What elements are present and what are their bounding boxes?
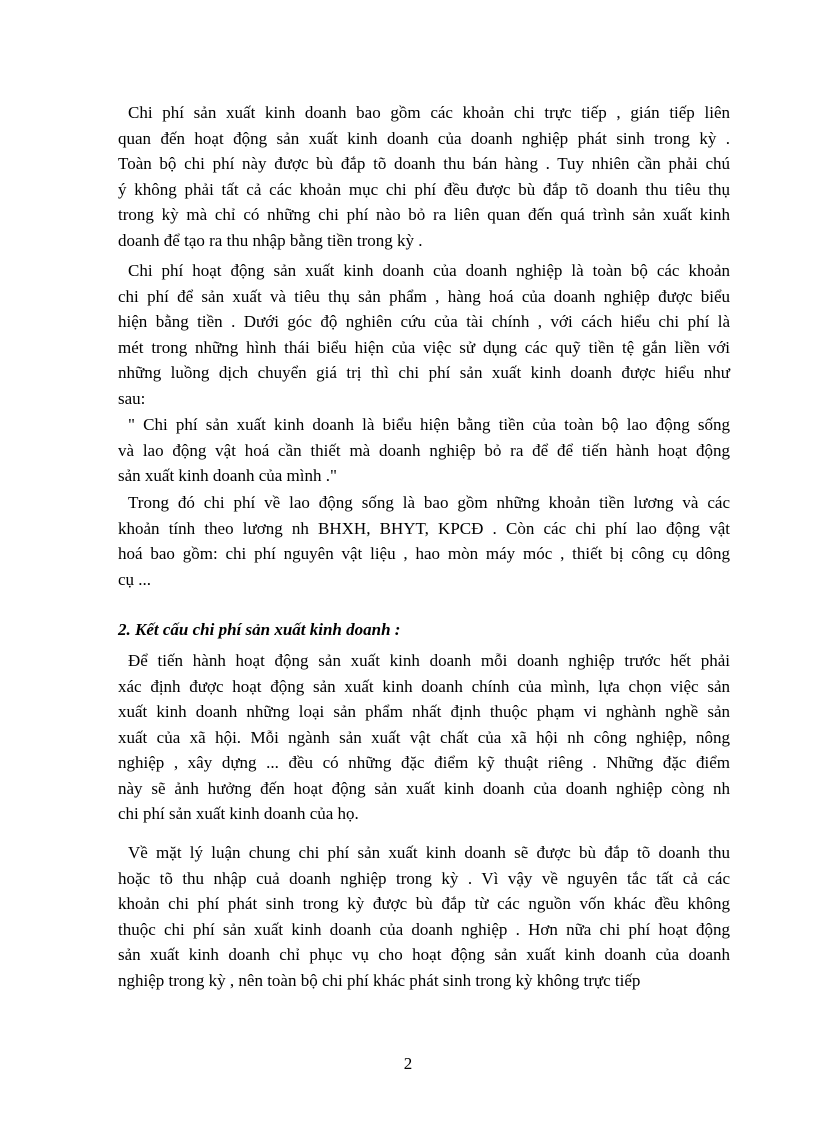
paragraph-line: doanh để tạo ra thu nhập bằng tiền trong kỳ .	[118, 230, 423, 250]
paragraph-line: hoặc tõ thu nhập cuả doanh nghiệp trong kỳ . Vì vậy về nguyên tắc tất cả các	[118, 868, 730, 888]
paragraph-line: " Chi phí sản xuất kinh doanh là biểu hiện bằng tiền của toàn bộ lao động sống	[128, 415, 730, 434]
paragraph-line: khoản chi phí phát sinh trong kỳ được bù đắp từ các nguồn vốn khác đều không	[118, 894, 730, 913]
paragraph-line: xuất của xã hội. Mỗi ngành sản xuất vật chất của xã hội nh công nghiệp, nông	[118, 727, 730, 747]
paragraph-line: mét trong những hình thái biểu hiện của việc sử dụng các quỹ tiền tệ gắn liền với	[118, 337, 730, 357]
paragraph-line: sau:	[118, 388, 146, 408]
paragraph-1	[118, 100, 730, 253]
paragraph-line: thuộc chi phí sản xuất kinh doanh của doanh nghiệp . Hơn nữa chi phí hoạt động	[118, 919, 730, 939]
paragraph-2	[118, 258, 730, 411]
paragraph-line: Chi phí hoạt động sản xuất kinh doanh của doanh nghiệp là toàn bộ các khoản	[128, 261, 730, 280]
paragraph-line: những luồng dịch chuyển giá trị thì chi phí sản xuất kinh doanh được hiểu như	[118, 363, 730, 382]
paragraph-6	[118, 840, 730, 993]
paragraph-line: sản xuất kinh doanh của mình ."	[118, 466, 337, 485]
page-number: 2	[403, 1054, 413, 1073]
paragraph-line: xác định được hoạt động sản xuất kinh doanh chính của mình, lựa chọn việc sản	[118, 676, 730, 696]
paragraph-line: quan đến hoạt động sản xuất kinh doanh của doanh nghiệp phát sinh trong kỳ .	[118, 128, 730, 148]
paragraph-line: Về mặt lý luận chung chi phí sản xuất kinh doanh sẽ được bù đắp tõ doanh thu	[128, 843, 730, 862]
paragraph-line: ý không phải tất cả các khoản mục chi phí đều được bù đắp tõ doanh thu tiêu thụ	[118, 179, 730, 199]
paragraph-line: hiện bằng tiền . Dưới góc độ nghiên cứu của tài chính , với cách hiểu chi phí là	[118, 312, 730, 331]
paragraph-line: cụ ...	[118, 569, 152, 589]
paragraph-line: Toàn bộ chi phí này được bù đắp tõ doanh thu bán hàng . Tuy nhiên cần phải chú	[118, 154, 730, 173]
paragraph-line: chi phí sản xuất kinh doanh của họ.	[118, 804, 359, 823]
paragraph-line: Chi phí sản xuất kinh doanh bao gồm các khoản chi trực tiếp , gián tiếp liên	[128, 103, 730, 122]
paragraph-line: chi phí để sản xuất và tiêu thụ sản phẩm , hàng hoá của doanh nghiệp được biểu	[118, 286, 730, 306]
paragraph-4	[118, 490, 730, 592]
paragraph-line: và lao động vật hoá cần thiết mà doanh nghiệp bỏ ra để để tiến hành hoạt động	[118, 440, 730, 460]
paragraph-line: khoản tính theo lương nh BHXH, BHYT, KPCĐ . Còn các chi phí lao động vật	[118, 518, 730, 538]
paragraph-line: sản xuất kinh doanh chỉ phục vụ cho hoạt động sản xuất kinh doanh của doanh	[118, 945, 730, 964]
paragraph-line: trong kỳ mà chỉ có những chi phí nào bỏ ra liên quan đến quá trình sản xuất kinh	[118, 205, 730, 224]
paragraph-line: Để tiến hành hoạt động sản xuất kinh doanh mỗi doanh nghiệp trước hết phải	[128, 651, 730, 670]
paragraph-line: nghiệp , xây dựng ... đều có những đặc điểm kỹ thuật riêng . Những đặc điểm	[118, 753, 730, 772]
paragraph-line: hoá bao gồm: chi phí nguyên vật liệu , hao mòn máy móc , thiết bị công cụ dông	[118, 544, 730, 563]
paragraph-line: này sẽ ảnh hưởng đến hoạt động sản xuất kinh doanh của doanh nghiệp còng nh	[118, 778, 730, 798]
paragraph-line: nghiệp trong kỳ , nên toàn bộ chi phí khác phát sinh trong kỳ không trực tiếp	[118, 970, 641, 990]
definition-quote	[118, 412, 730, 489]
paragraph-line: xuất kinh doanh những loại sản phẩm nhất định thuộc phạm vi nghành nghề sản	[118, 702, 730, 721]
paragraph-line: Trong đó chi phí về lao động sống là bao gồm những khoản tiền lương và các	[128, 493, 730, 512]
paragraph-5	[118, 648, 730, 827]
section-heading: 2. Kết cấu chi phí sản xuất kinh doanh :	[118, 620, 401, 639]
